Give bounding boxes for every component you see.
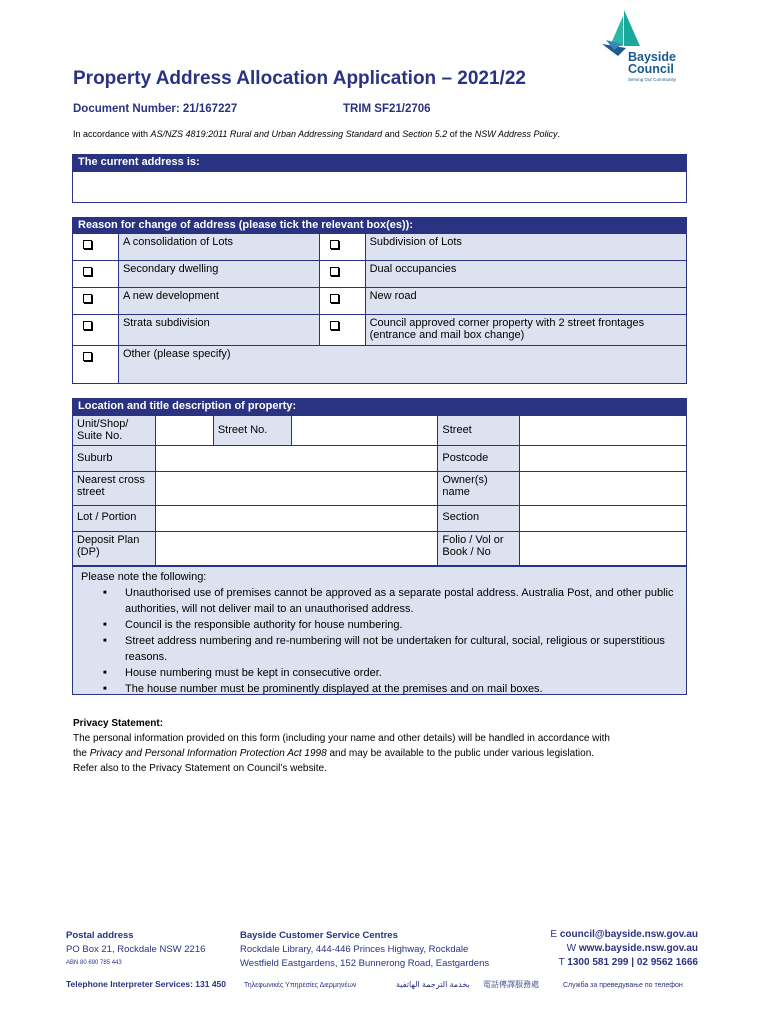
street-label: Street <box>438 416 520 446</box>
note-item: ■ The house number must be prominently displayed at the premises and on mail boxes. <box>125 681 678 697</box>
trim-number: TRIM SF21/2706 <box>343 103 431 115</box>
document-number: Document Number: 21/167227 <box>73 103 238 115</box>
folio-label: Folio / Vol or Book / No <box>438 532 520 566</box>
footer-lang-greek: Τηλεφωνικές Υπηρεσίες Διερμηνέων <box>244 982 357 989</box>
reason-label-corner-property: Council approved corner property with 2 street frontages (entrance and mail box change) <box>365 315 686 346</box>
reason-heading: Reason for change of address (please tick the relevant box(es)): <box>72 217 687 234</box>
reason-label-subdivision: Subdivision of Lots <box>365 234 686 261</box>
reason-checkbox-consolidation[interactable] <box>73 234 119 261</box>
note-item: ■ House numbering must be kept in consecutive order. <box>125 665 678 681</box>
reason-label-other: Other (please specify) <box>118 346 686 384</box>
footer-centre-rockdale: Rockdale Library, 444-446 Princes Highway, Rockdale <box>240 944 469 955</box>
street-no-label: Street No. <box>213 416 291 446</box>
footer-lang-arabic: بخدمة الترجمة الهاتفية <box>396 980 470 989</box>
notes-box <box>72 566 687 695</box>
reason-checkbox-corner-property[interactable] <box>319 315 365 346</box>
reason-checkbox-other[interactable] <box>73 346 119 384</box>
dp-field[interactable] <box>155 532 437 566</box>
footer-lang-chinese: 電話傳譯服務處 <box>483 980 539 989</box>
postcode-field[interactable] <box>520 446 687 472</box>
footer-interpreter: Telephone Interpreter Services: 131 450 <box>66 979 227 989</box>
street-no-field[interactable] <box>291 416 438 446</box>
lot-field[interactable] <box>155 506 437 532</box>
footer-phone-line: T 1300 581 299 | 02 9562 1666 <box>558 957 698 968</box>
cross-street-field[interactable] <box>155 472 437 506</box>
street-field[interactable] <box>520 416 687 446</box>
section-field[interactable] <box>520 506 687 532</box>
footer-abn: ABN 80 690 785 443 <box>66 960 122 966</box>
postcode-label: Postcode <box>438 446 520 472</box>
lot-label: Lot / Portion <box>73 506 156 532</box>
unit-label: Unit/Shop/ Suite No. <box>73 416 156 446</box>
footer-lang-macedonian: Служба за преведување по телефон <box>563 982 683 989</box>
logo-tagline: Serving Our Community <box>628 77 677 82</box>
cross-street-label: Nearest cross street <box>73 472 156 506</box>
page-title: Property Address Allocation Application – 2021/22 <box>73 68 526 89</box>
reason-label-secondary-dwelling: Secondary dwelling <box>118 261 319 288</box>
reason-checkbox-strata[interactable] <box>73 315 119 346</box>
current-address-heading: The current address is: <box>72 154 687 172</box>
reason-table <box>72 233 687 384</box>
suburb-field[interactable] <box>155 446 437 472</box>
notes-heading: Please note the following: <box>81 571 207 583</box>
section-label: Section <box>438 506 520 532</box>
footer-email-link[interactable]: council@bayside.nsw.gov.au <box>559 929 698 940</box>
note-item: ■ Street address numbering and re-numbering will not be undertaken for cultural, social, religious or superstitious reasons. <box>125 633 678 665</box>
reason-label-strata: Strata subdivision <box>118 315 319 346</box>
reason-checkbox-secondary-dwelling[interactable] <box>73 261 119 288</box>
current-address-field[interactable] <box>72 171 687 203</box>
logo-name: Bayside Council <box>628 50 676 76</box>
suburb-label: Suburb <box>73 446 156 472</box>
reason-label-new-development: A new development <box>118 288 319 315</box>
owners-label: Owner(s) name <box>438 472 520 506</box>
owners-field[interactable] <box>520 472 687 506</box>
footer-centres-heading: Bayside Customer Service Centres <box>240 930 398 941</box>
footer-email-line: E council@bayside.nsw.gov.au <box>550 929 698 940</box>
reason-checkbox-new-road[interactable] <box>319 288 365 315</box>
location-heading: Location and title description of property: <box>72 398 687 416</box>
note-item: ■ Unauthorised use of premises cannot be approved as a separate postal address. Australia Post, and other public authorities, will not deliver mail to an unauthorised address. <box>125 585 678 617</box>
folio-field[interactable] <box>520 532 687 566</box>
reason-label-consolidation: A consolidation of Lots <box>118 234 319 261</box>
location-table <box>72 415 687 566</box>
reason-label-new-road: New road <box>365 288 686 315</box>
footer-postal-line: PO Box 21, Rockdale NSW 2216 <box>66 944 206 955</box>
footer-phone: 1300 581 299 | 02 9562 1666 <box>567 957 698 968</box>
dp-label: Deposit Plan (DP) <box>73 532 156 566</box>
reason-checkbox-new-development[interactable] <box>73 288 119 315</box>
privacy-heading: Privacy Statement: <box>73 718 164 729</box>
footer-postal-heading: Postal address <box>66 930 134 941</box>
footer-web-link[interactable]: www.bayside.nsw.gov.au <box>578 943 698 954</box>
reason-checkbox-subdivision[interactable] <box>319 234 365 261</box>
reason-checkbox-dual-occupancies[interactable] <box>319 261 365 288</box>
intro-text: In accordance with AS/NZS 4819:2011 Rural and Urban Addressing Standard and Section 5.2 of the NSW Address Policy. <box>73 129 560 139</box>
unit-field[interactable] <box>155 416 213 446</box>
footer-centre-eastgardens: Westfield Eastgardens, 152 Bunnerong Road, Eastgardens <box>240 958 490 969</box>
footer-web-line: W www.bayside.nsw.gov.au <box>566 943 698 954</box>
note-item: ■ Council is the responsible authority for house numbering. <box>125 617 678 633</box>
reason-label-dual-occupancies: Dual occupancies <box>365 261 686 288</box>
privacy-text: The personal information provided on this form (including your name and other details) will be handled in accordance with the Privacy and Personal Information Protection Act 1998 and may be available to the public under various legislation. Refer also to the Privacy Statement on Council’s website. <box>73 733 610 774</box>
